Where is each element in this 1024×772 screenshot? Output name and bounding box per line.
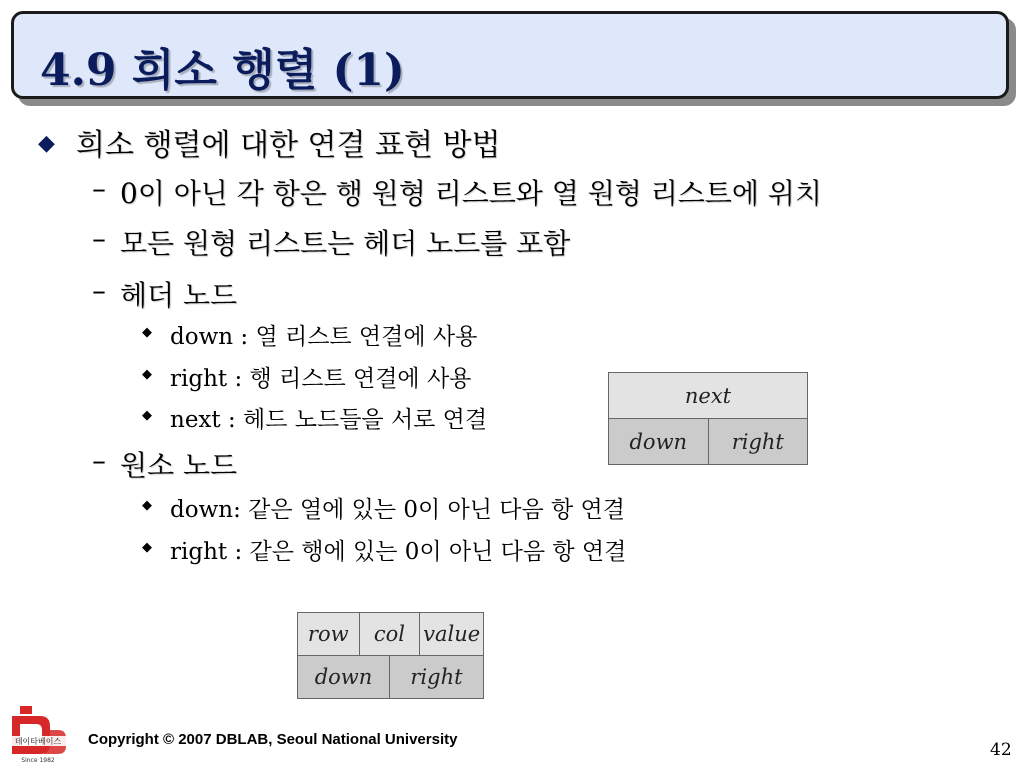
main-bullet-text: 희소 행렬에 대한 연결 표현 방법 [76, 128, 501, 163]
slide-title: 4.9 희소 행렬 (1) [40, 45, 405, 96]
small-diamond-bullet-icon: ◆ [142, 408, 152, 423]
header-node-diagram [608, 372, 808, 465]
header-node-field-desc: right : 행 리스트 연결에 사용 [170, 366, 472, 392]
small-diamond-bullet-icon: ◆ [142, 540, 152, 555]
down-field: down [298, 656, 390, 699]
sub-bullet-text: 0이 아닌 각 항은 행 원형 리스트와 열 원형 리스트에 위치 [120, 177, 822, 210]
copyright-text: Copyright © 2007 DBLAB, Seoul National University [88, 731, 458, 748]
dash-bullet-icon: – [92, 222, 106, 255]
row-field: row [298, 613, 360, 656]
dash-bullet-icon: – [92, 172, 106, 205]
right-field: right [389, 656, 483, 699]
logo-text: 데이타베이스 [14, 737, 62, 746]
dash-bullet-icon: – [92, 274, 106, 307]
small-diamond-bullet-icon: ◆ [142, 325, 152, 340]
small-diamond-bullet-icon: ◆ [142, 498, 152, 513]
right-field: right [708, 419, 807, 465]
sub-bullet-text: 헤더 노드 [120, 279, 238, 312]
page-number: 42 [990, 740, 1012, 760]
down-field: down [609, 419, 709, 465]
element-node-field-desc: right : 같은 행에 있는 0이 아닌 다음 항 연결 [170, 539, 627, 565]
small-diamond-bullet-icon: ◆ [142, 367, 152, 382]
diamond-bullet-icon: ◆ [38, 131, 55, 156]
header-node-field-desc: next : 헤드 노드들을 서로 연결 [170, 407, 488, 433]
element-node-diagram [297, 612, 484, 699]
header-node-field-desc: down : 열 리스트 연결에 사용 [170, 324, 478, 350]
title-box [11, 11, 1009, 99]
sub-bullet-text: 원소 노드 [120, 449, 238, 482]
dash-bullet-icon: – [92, 444, 106, 477]
value-field: value [420, 613, 484, 656]
next-field: next [609, 373, 808, 419]
col-field: col [359, 613, 420, 656]
element-node-field-desc: down: 같은 열에 있는 0이 아닌 다음 항 연결 [170, 497, 625, 523]
dblab-logo [0, 700, 76, 768]
sub-bullet-text: 모든 원형 리스트는 헤더 노드를 포함 [120, 227, 571, 260]
logo-subtext: Since 1982 [21, 757, 55, 764]
